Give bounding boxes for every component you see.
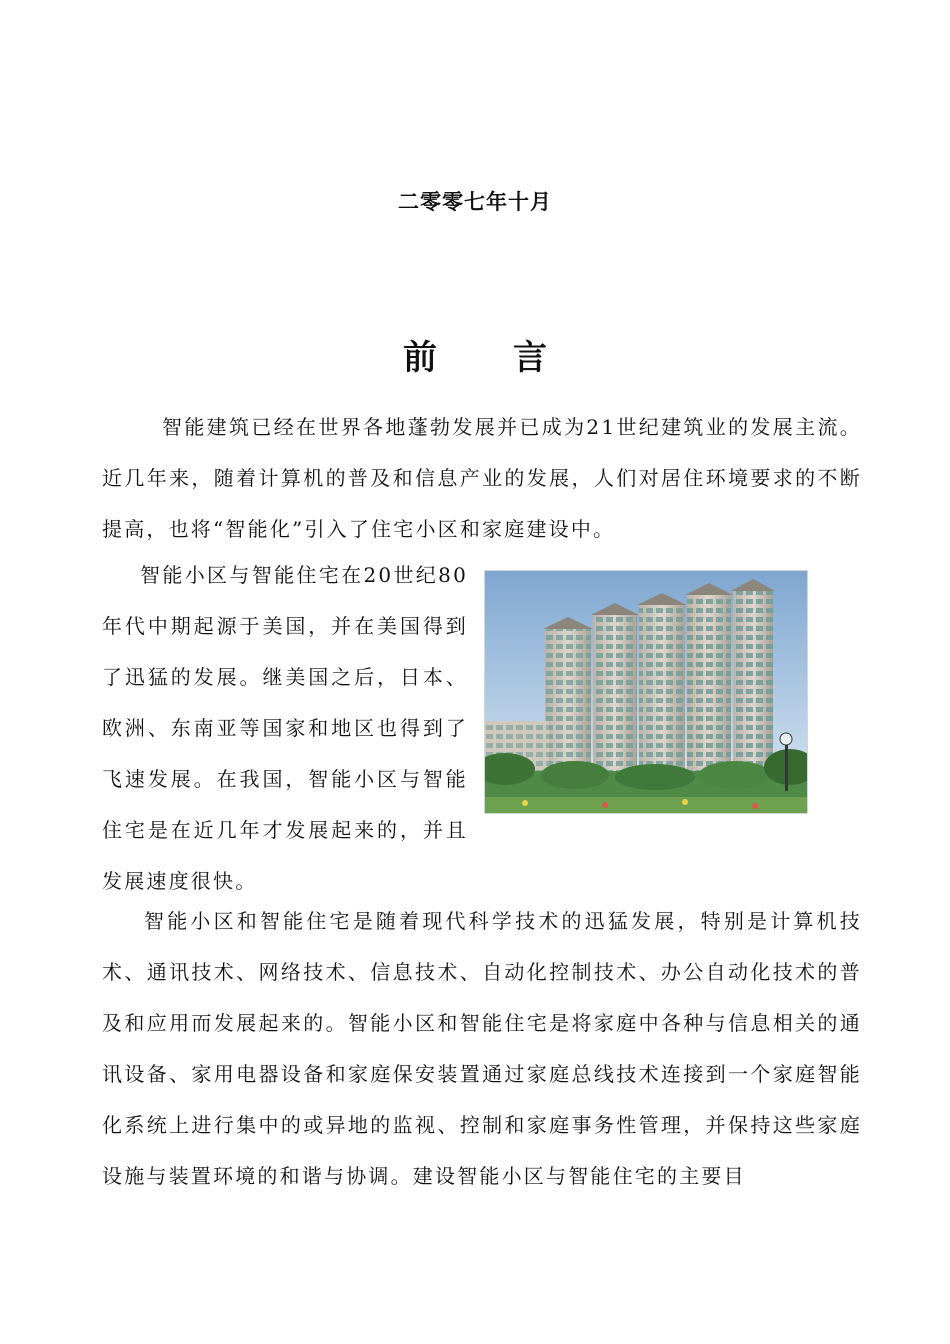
title-part-2: 言 <box>513 338 547 378</box>
page-title <box>0 330 950 379</box>
paragraph-1: 智能建筑已经在世界各地蓬勃发展并已成为21世纪建筑业的发展主流。近几年来，随着计算机的普及和信息产业的发展，人们对居住环境要求的不断提高，也将“智能化”引入了住宅小区和家庭建设中。 <box>102 415 862 541</box>
paragraph-3: 智能小区和智能住宅是随着现代科学技术的迅猛发展，特别是计算机技术、通讯技术、网络技术、信息技术、自动化控制技术、办公自动化技术的普及和应用而发展起来的。智能小区和智能住宅是将家庭中各种与信息相关的通讯设备、家用电器设备和家庭保安装置通过家庭总线技术连接到一个家庭智能化系统上进行集中的或异地的监视、控制和家庭事务性管理，并保持这些家庭设施与装置环境的和谐与协调。建设智能小区与智能住宅的主要目 <box>102 909 862 1188</box>
title-part-1: 前 <box>403 338 437 378</box>
date-line: 二零零七年十月 <box>398 190 552 214</box>
residential-building-photo <box>484 570 808 814</box>
paragraph-2: 智能小区与智能住宅在20世纪80年代中期起源于美国，并在美国得到了迅猛的发展。继美国之后，日本、欧洲、东南亚等国家和地区也得到了飞速发展。在我国，智能小区与智能住宅是在近几年才发展起来的，并且发展速度很快。 <box>102 563 468 893</box>
